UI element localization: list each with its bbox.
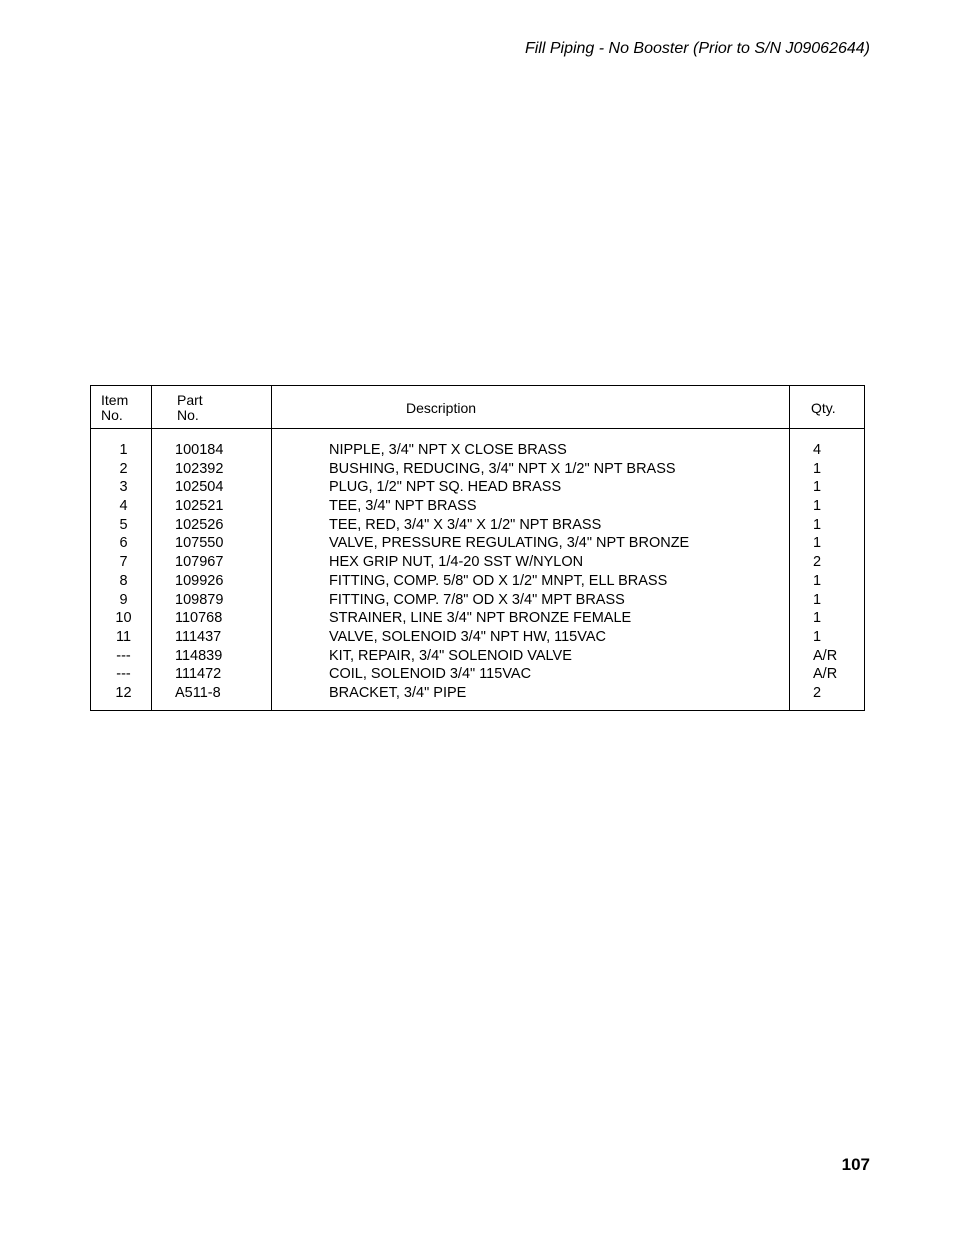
part-description: TEE, RED, 3/4" X 3/4" X 1/2" NPT BRASS <box>329 516 602 533</box>
quantity: 1 <box>813 498 822 515</box>
quantity: 1 <box>813 610 822 627</box>
item-number: 4 <box>119 498 128 515</box>
table-row <box>91 534 864 553</box>
item-number: 5 <box>119 516 128 533</box>
part-description: PLUG, 1/2" NPT SQ. HEAD BRASS <box>329 479 562 496</box>
part-description: COIL, SOLENOID 3/4" 115VAC <box>329 666 532 683</box>
header-part-no: Part No. <box>177 392 203 423</box>
quantity: 1 <box>813 572 822 589</box>
part-description: VALVE, SOLENOID 3/4" NPT HW, 115VAC <box>329 628 606 645</box>
part-number: A511-8 <box>175 684 221 701</box>
part-number: 111472 <box>175 666 222 683</box>
header-item-no: Item No. <box>101 392 129 423</box>
table-row <box>91 572 864 591</box>
part-description: VALVE, PRESSURE REGULATING, 3/4" NPT BRONZE <box>329 535 690 552</box>
part-number: 107550 <box>175 535 224 552</box>
quantity: A/R <box>813 666 838 683</box>
item-number: 10 <box>115 610 132 627</box>
part-number: 110768 <box>175 610 223 627</box>
part-description: NIPPLE, 3/4" NPT X CLOSE BRASS <box>329 442 567 458</box>
item-number: 11 <box>115 628 132 645</box>
table-row <box>91 665 864 684</box>
table-row <box>91 497 864 516</box>
item-number: 2 <box>119 460 128 477</box>
part-number: 102504 <box>175 479 224 496</box>
item-number: 12 <box>115 684 132 701</box>
quantity: A/R <box>813 647 838 664</box>
part-description: FITTING, COMP. 5/8" OD X 1/2" MNPT, ELL BRASS <box>329 572 668 589</box>
part-description: BUSHING, REDUCING, 3/4" NPT X 1/2" NPT BRASS <box>329 460 676 477</box>
header-qty: Qty. <box>811 400 836 416</box>
parts-table <box>90 385 865 711</box>
table-body <box>91 441 864 703</box>
part-description: STRAINER, LINE 3/4" NPT BRONZE FEMALE <box>329 610 632 627</box>
quantity: 1 <box>813 628 822 645</box>
part-number: 111437 <box>175 628 222 645</box>
table-row <box>91 647 864 666</box>
item-number: --- <box>116 647 131 664</box>
table-row <box>91 478 864 497</box>
item-number: 3 <box>119 479 128 496</box>
quantity: 2 <box>813 554 822 571</box>
part-number: 100184 <box>175 442 224 458</box>
part-description: FITTING, COMP. 7/8" OD X 3/4" MPT BRASS <box>329 591 625 608</box>
item-number: 9 <box>119 591 128 608</box>
part-description: HEX GRIP NUT, 1/4-20 SST W/NYLON <box>329 554 584 571</box>
item-number: 8 <box>119 572 128 589</box>
part-description: KIT, REPAIR, 3/4" SOLENOID VALVE <box>329 647 572 664</box>
part-number: 102526 <box>175 516 224 533</box>
table-row <box>91 609 864 628</box>
part-number: 109879 <box>175 591 224 608</box>
part-number: 107967 <box>175 554 224 571</box>
item-number: 7 <box>119 554 128 571</box>
table-row <box>91 516 864 535</box>
quantity: 2 <box>813 684 822 701</box>
item-number: 1 <box>119 442 128 458</box>
part-number: 114839 <box>175 647 223 664</box>
quantity: 4 <box>813 442 822 458</box>
table-row <box>91 460 864 479</box>
table-row <box>91 684 864 703</box>
header-divider <box>91 428 864 429</box>
part-number: 109926 <box>175 572 224 589</box>
quantity: 1 <box>813 516 822 533</box>
table-row <box>91 441 864 460</box>
table-row <box>91 628 864 647</box>
quantity: 1 <box>813 591 822 608</box>
item-number: --- <box>116 666 131 683</box>
quantity: 1 <box>813 479 822 496</box>
part-description: TEE, 3/4" NPT BRASS <box>329 498 477 515</box>
part-number: 102392 <box>175 460 224 477</box>
quantity: 1 <box>813 460 822 477</box>
quantity: 1 <box>813 535 822 552</box>
page-header-title: Fill Piping - No Booster (Prior to S/N J09062644) <box>524 40 870 57</box>
header-description: Description <box>406 400 477 416</box>
table-row <box>91 591 864 610</box>
page-number: 107 <box>841 1155 870 1174</box>
part-description: BRACKET, 3/4" PIPE <box>329 684 467 701</box>
part-number: 102521 <box>175 498 224 515</box>
table-row <box>91 553 864 572</box>
item-number: 6 <box>119 535 128 552</box>
